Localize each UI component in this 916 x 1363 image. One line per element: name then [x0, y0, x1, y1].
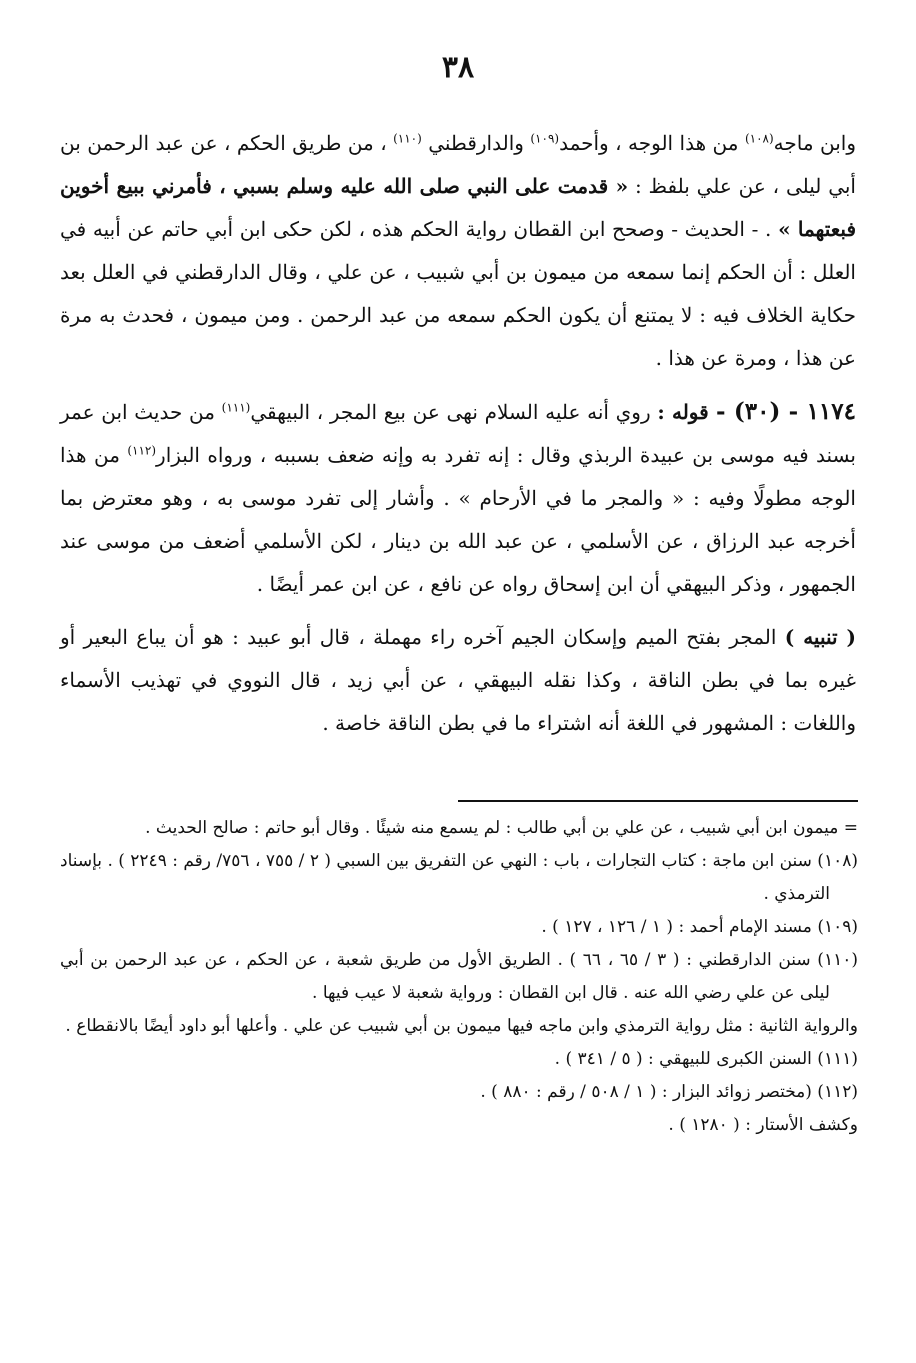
p2-text-1: روي أنه عليه السلام نهى عن بيع المجر ، البيهقي	[250, 400, 658, 424]
footnote-110: (١١٠) سنن الدارقطني : ( ٣ / ٦٥ ، ٦٦ ) . الطريق الأول من طريق شعبة ، عن الحكم ، عن عبد الرحمن بن أبي ليلى عن علي رضي الله عنه . قال ابن القطان : ورواية شعبة لا عيب فيها .	[60, 950, 858, 1003]
p1-text-4: ، من طريق الحكم ، عن عبد الرحمن بن أبي ليلى ، عن علي بلفظ :	[60, 131, 856, 198]
paragraph-1	[60, 122, 856, 380]
p1-text-1: وابن ماجه	[773, 131, 856, 155]
paragraph-2	[60, 390, 856, 606]
footnote-ref-109: (١٠٩)	[530, 131, 560, 146]
footnotes	[60, 812, 858, 1142]
footnote-110-continued: والرواية الثانية : مثل رواية الترمذي وابن ماجه فيها ميمون بن أبي شبيب عن علي . وأعلها أبو داود أيضًا بالانقطاع .	[65, 1016, 858, 1036]
p2-text-3: من هذا الوجه مطولًا وفيه : « والمجر ما في الأرحام » . وأشار إلى تفرد موسى به ، وهو معترض بما أخرجه عبد الرزاق ، عن الأسلمي ، عن عبد الله بن دينار ، لكن الأسلمي أضعف من موسى عند الجمهور ، وذكر البيهقي أن ابن إسحاق رواه عن نافع ، عن ابن عمر أيضًا .	[60, 443, 856, 596]
footnote-ref-111: (١١١)	[221, 400, 251, 415]
footnote-continued: = ميمون ابن أبي شبيب ، عن علي بن أبي طالب : لم يسمع منه شيئًا . وقال أبو حاتم : صالح الحديث .	[145, 818, 858, 838]
p3-text-1: المجر بفتح الميم وإسكان الجيم آخره راء مهملة ، قال أبو عبيد : هو أن يباع البعير أو غيره بما في بطن الناقة ، وكذا نقله البيهقي ، عن أبي زيد ، قال النووي في تهذيب الأسماء واللغات : المشهور في اللغة أنه اشتراء ما في بطن الناقة خاصة .	[60, 625, 856, 735]
page-number: ٣٨	[441, 50, 475, 85]
footnote-112-continued: وكشف الأستار : ( ١٢٨٠ ) .	[668, 1115, 858, 1135]
p1-text-3: والدارقطني	[421, 131, 531, 155]
p1-text-2: من هذا الوجه ، وأحمد	[559, 131, 745, 155]
note-label: ( تنبيه )	[784, 625, 856, 649]
footnote-ref-108: (١٠٨)	[744, 131, 774, 146]
footnote-108: (١٠٨) سنن ابن ماجة : كتاب التجارات ، باب : النهي عن التفريق بين السبي ( ٢ / ٧٥٥ ، ٧٥٦/ رقم : ٢٢٤٩ ) . بإسناد الترمذي .	[60, 851, 858, 904]
p1-text-5: . - الحديث - وصحح ابن القطان رواية الحكم هذه ، لكن حكى ابن أبي حاتم عن أبيه في العلل : أن الحكم إنما سمعه من ميمون بن أبي شبيب ، عن علي ، وقال الدارقطني في العلل بعد حكاية الخلاف فيه : لا يمتنع أن يكون الحكم سمعه من عبد الرحمن . ومن ميمون ، فحدث به مرة عن هذا ، ومرة عن هذا .	[60, 217, 856, 370]
footnote-109: (١٠٩) مسند الإمام أحمد : ( ١ / ١٢٦ ، ١٢٧ ) .	[541, 917, 858, 937]
entry-label: قوله :	[657, 400, 716, 424]
hadith-quote: « قدمت على النبي صلى الله عليه وسلم بسبي ، فأمرني ببيع أخوين فبعتهما »	[60, 174, 857, 241]
footnote-ref-112: (١١٢)	[127, 443, 157, 458]
paragraph-3	[60, 616, 856, 745]
entry-number: ١١٧٤ - (٣٠) -	[715, 398, 856, 425]
main-text	[60, 122, 856, 745]
footnote-112: (١١٢) (مختصر زوائد البزار : ( ١ / ٥٠٨ / رقم : ٨٨٠ ) .	[480, 1082, 858, 1102]
footnote-111: (١١١) السنن الكبرى للبيهقي : ( ٥ / ٣٤١ ) .	[554, 1049, 858, 1069]
footnote-divider	[458, 800, 858, 802]
footnote-ref-110: (١١٠)	[393, 131, 422, 146]
p2-text-2: من حديث ابن عمر بسند فيه موسى بن عبيدة الربذي وقال : إنه تفرد به وإنه ضعف بسببه ، ورواه البزار	[60, 400, 856, 467]
